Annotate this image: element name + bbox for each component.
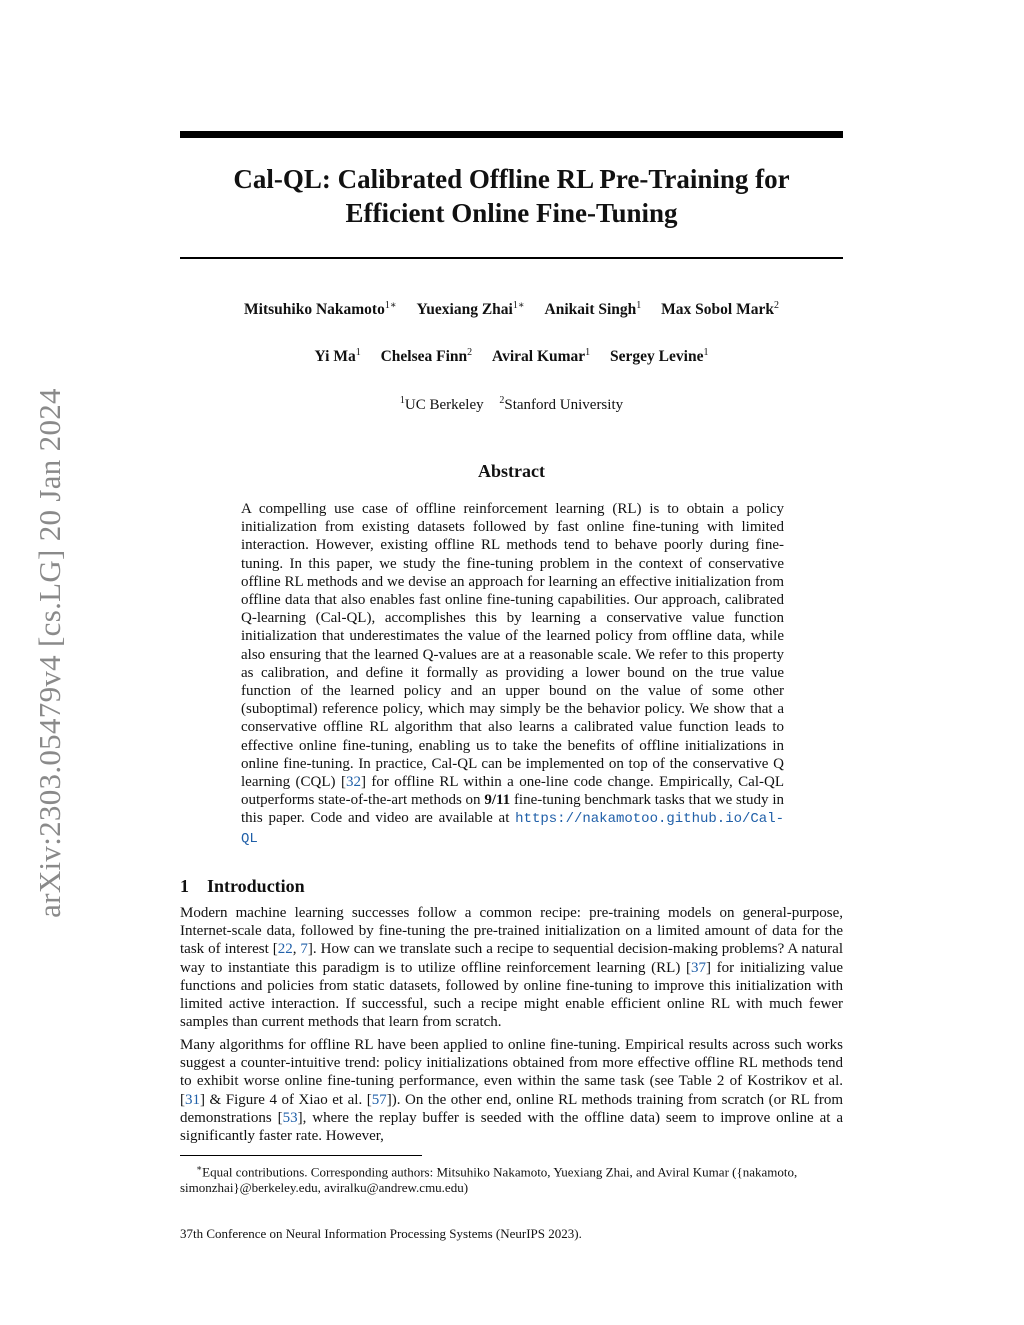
abstract-heading: Abstract <box>478 461 545 481</box>
author: Yuexiang Zhai$^{1∗}$ <box>416 300 525 319</box>
citation-link[interactable]: 32 <box>345 774 361 791</box>
abstract-text: A compelling use case of offline reinforcement learning (RL) is to obtain a policy initialization from existing datasets followed by fast online fine-tuning with limited interaction. However, existing offline RL methods tend to behave poorly during fine-tuning. In this paper, we study the fine-tuning problem in the context of conservative offline RL methods and we devise an approach for learning an effective initialization from offline data that also enables fast online fine-tuning capabilities. Our approach, calibrated Q-learning (Cal-QL), accomplishes this by learning a conservative value function initialization that underestimates the value of the learned policy from offline data, while also ensuring that the learned Q-values are at a reasonable scale. We refer to this property as calibration, and define it formally as providing a lower bound on the true value function of the learned policy and an upper bound on the value of some other (suboptimal) reference policy, which may simply be the behavior policy. We show that a conservative offline RL algorithm that also learns a calibrated value function leads to effective online fine-tuning, enabling us to take the benefits of offline initializations in online fine-tuning. In practice, Cal-QL can be implemented on top of the conservative Q learning (CQL) [32] for offline RL within a one-line code change. Empirically, Cal-QL outperforms state-of-the-art methods on 9/11 fine-tuning benchmark tasks that we study in this paper. Code and video are available at https://nakamotoo.github.io/Cal-QL <box>241 501 784 847</box>
title-line-2: Efficient Online Fine-Tuning <box>345 198 678 228</box>
footnote: ∗Equal contributions. Corresponding authors: Mitsuhiko Nakamoto, Yuexiang Zhai, and Aviral Kumar ({nakamoto, simonzhai}@berkeley.edu, aviralku@andrew.cmu.edu) <box>180 1163 798 1196</box>
title-line-1: Cal-QL: Calibrated Offline RL Pre-Training for <box>233 164 790 194</box>
citation-link[interactable]: 31 <box>185 1091 200 1108</box>
venue-note: 37th Conference on Neural Information Processing Systems (NeurIPS 2023). <box>180 1226 582 1241</box>
citation-link[interactable]: 37 <box>691 959 706 976</box>
citation-link[interactable]: 57 <box>371 1091 387 1108</box>
title-bottom-rule <box>180 257 843 259</box>
affiliations <box>180 395 843 414</box>
author: Chelsea Finn$^2$ <box>380 347 473 366</box>
author: Anikait Singh$^1$ <box>544 300 642 319</box>
section-title: Introduction <box>207 876 305 896</box>
author-list-row-2 <box>180 347 843 366</box>
citation-link[interactable]: 53 <box>282 1109 298 1126</box>
title-top-rule <box>180 131 843 138</box>
author: Max Sobol Mark$^2$ <box>661 300 779 319</box>
author: Mitsuhiko Nakamoto$^{1∗}$ <box>244 300 397 319</box>
affiliation: $^2$Stanford University <box>499 395 624 413</box>
paper-title <box>180 162 843 230</box>
arxiv-sidebar <box>28 360 72 945</box>
author: Yi Ma$^1$ <box>314 347 361 366</box>
section-number: 1 <box>180 876 189 896</box>
citation-link[interactable]: 22 <box>277 941 293 958</box>
citation-link[interactable]: 7 <box>300 941 308 958</box>
benchmark-result: 9/11 <box>484 792 511 809</box>
intro-paragraph-1: Modern machine learning successes follow a common recipe: pre-training models on general-purpose, Internet-scale data, followed by fine-tuning the pre-trained initialization on a limited amount of data for the task of interest [22, 7]. How can we translate such a recipe to sequential decision-making problems? A natural way to instantiate this paradigm is to utilize offline reinforcement learning (RL) [37] for initializing value functions and policies from static datasets, followed by online fine-tuning to improve this initialization with limited active interaction. If successful, such a recipe might enable efficient online RL with much fewer samples than current methods that learn from scratch. <box>180 905 844 1031</box>
project-url-link[interactable]: https://nakamotoo.github.io/Cal-QL <box>241 811 784 847</box>
author-list-row-1 <box>180 300 843 319</box>
arxiv-identifier: arXiv:2303.05479v4 [cs.LG] 20 Jan 2024 <box>32 387 67 918</box>
intro-paragraph-2: Many algorithms for offline RL have been applied to online fine-tuning. Empirical results across such works suggest a counter-intuitive trend: policy initializations obtained from more effective offline RL methods tend to exhibit worse online fine-tuning performance, even within the same task (see Table 2 of Kostrikov et al. [31] & Figure 4 of Xiao et al. [57]). On the other end, online RL methods training from scratch (or RL from demonstrations [53], where the replay buffer is seeded with the offline data) seem to improve online at a significantly faster rate. However, <box>180 1037 844 1145</box>
affiliation: $^1$UC Berkeley <box>399 395 484 413</box>
author: Sergey Levine$^1$ <box>610 347 709 366</box>
section-heading-introduction <box>180 876 843 897</box>
author: Aviral Kumar$^1$ <box>492 347 591 366</box>
footnote-rule <box>180 1155 422 1156</box>
